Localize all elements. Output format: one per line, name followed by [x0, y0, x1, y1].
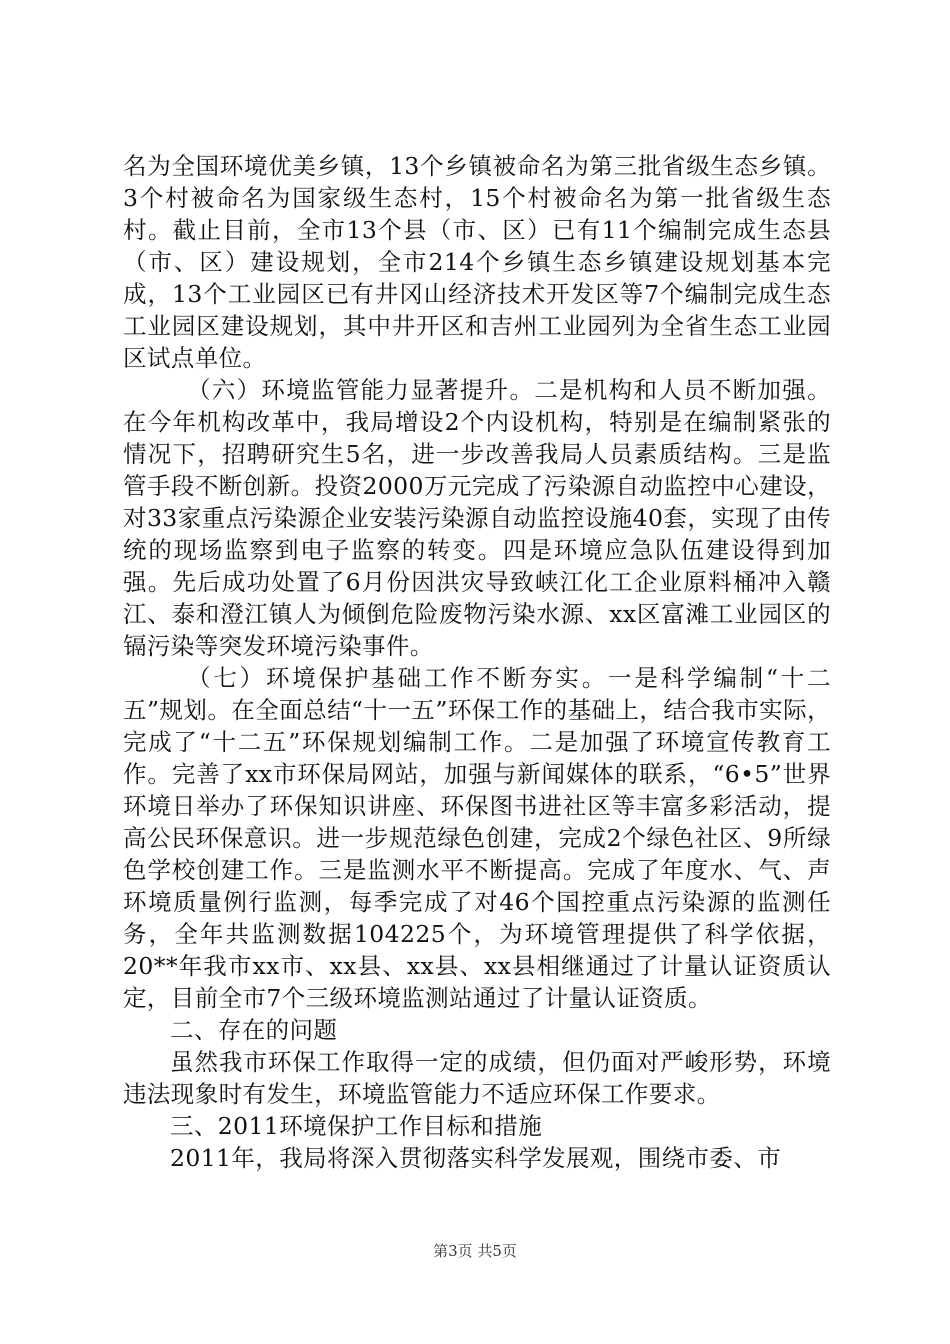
heading-goals-measures: 三、2011环境保护工作目标和措施 [170, 1112, 543, 1140]
heading-existing-problems: 二、存在的问题 [170, 1016, 338, 1044]
document-body [123, 150, 831, 1174]
page-number-footer: 第3页 共5页 [433, 1242, 517, 1260]
paragraph-section-seven: （七）环境保护基础工作不断夯实。一是科学编制“十二五”规划。在全面总结“十一五”环保工作的基础上，结合我市实际，完成了“十二五”环保规划编制工作。二是加强了环境宣传教育工作。完善了xx市环保局网站，加强与新闻媒体的联系，“6•5”世界环境日举办了环保知识讲座、环保图书进社区等丰富多彩活动，提高公民环保意识。进一步规范绿色创建，完成2个绿色社区、9所绿色学校创建工作。三是监测水平不断提高。完成了年度水、气、声环境质量例行监测，每季完成了对46个国控重点污染源的监测任务，全年共监测数据104225个，为环境管理提供了科学依据，20**年我市xx市、xx县、xx县、xx县相继通过了计量认证资质认定，目前全市7个三级环境监测站通过了计量认证资质。 [123, 664, 831, 1012]
paragraph-problems: 虽然我市环保工作取得一定的成绩，但仍面对严峻形势，环境违法现象时有发生，环境监管能力不适应环保工作要求。 [123, 1048, 831, 1108]
paragraph-2011-plan: 2011年，我局将深入贯彻落实科学发展观，围绕市委、市 [170, 1144, 782, 1172]
paragraph-continuation: 名为全国环境优美乡镇，13个乡镇被命名为第三批省级生态乡镇。3个村被命名为国家级生态村，15个村被命名为第一批省级生态村。截止目前，全市13个县（市、区）已有11个编制完成生态县（市、区）建设规划，全市214个乡镇生态乡镇建设规划基本完成，13个工业园区已有井冈山经济技术开发区等7个编制完成生态工业园区建设规划，其中井开区和吉州工业园列为全省生态工业园区试点单位。 [123, 152, 831, 372]
paragraph-section-six: （六）环境监管能力显著提升。二是机构和人员不断加强。在今年机构改革中，我局增设2个内设机构，特别是在编制紧张的情况下，招聘研究生5名，进一步改善我局人员素质结构。三是监管手段不断创新。投资2000万元完成了污染源自动监控中心建设，对33家重点污染源企业安装污染源自动监控设施40套，实现了由传统的现场监察到电子监察的转变。四是环境应急队伍建设得到加强。先后成功处置了6月份因洪灾导致峡江化工企业原料桶冲入赣江、泰和澄江镇人为倾倒危险废物污染水源、xx区富滩工业园区的镉污染等突发环境污染事件。 [123, 376, 831, 660]
